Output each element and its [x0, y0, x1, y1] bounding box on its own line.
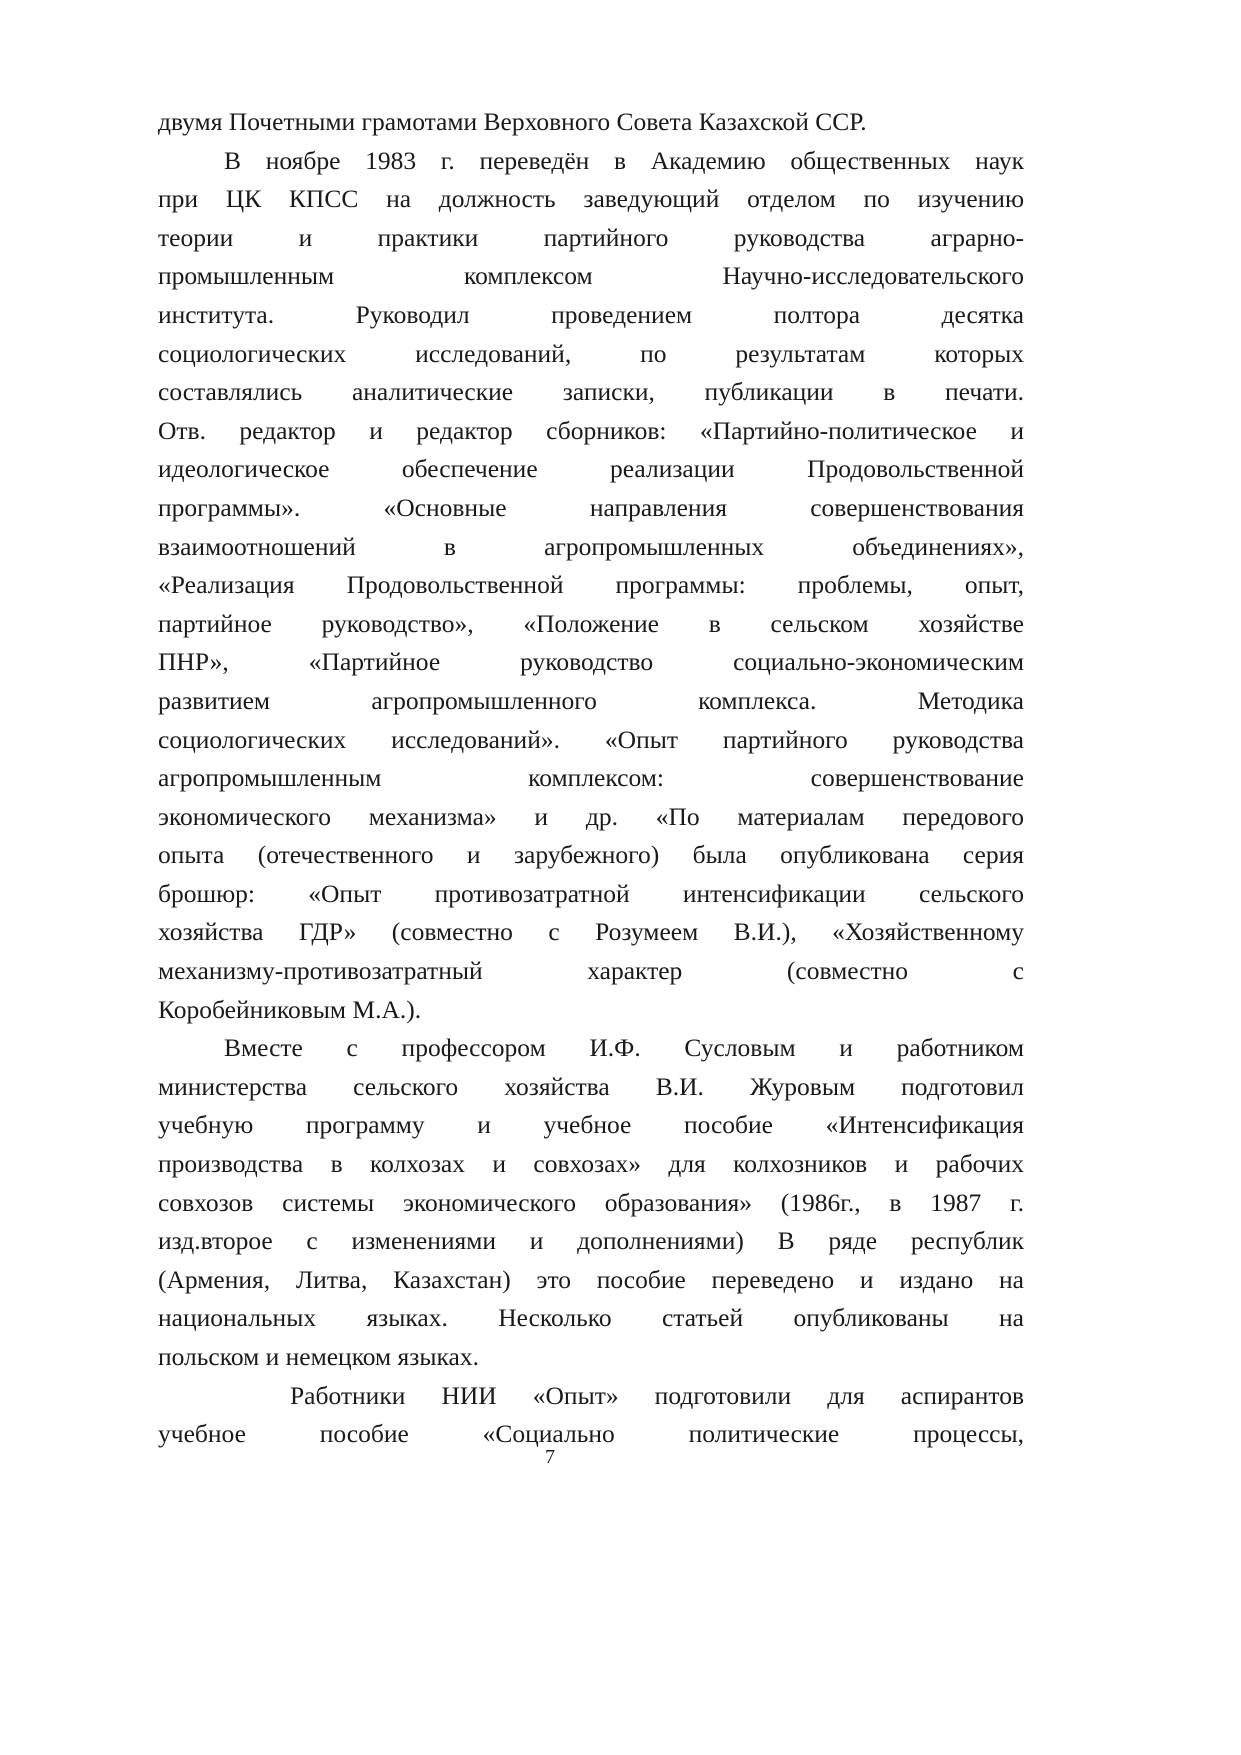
- text-line: экономического механизма» и др. «По материалам передового: [158, 801, 1024, 831]
- text-line: хозяйства ГДР» (совместно с Розумеем В.И.), «Хозяйственному: [158, 917, 1024, 947]
- text-line: учебное пособие «Социально политические процессы,: [158, 1419, 1024, 1449]
- text-line: Коробейниковым М.А.).: [158, 994, 422, 1024]
- paragraph: [158, 1377, 1024, 1454]
- text-line: социологических исследований, по результатам которых: [158, 338, 1024, 368]
- page-number: 7: [545, 1446, 555, 1468]
- text-line: Отв. редактор и редактор сборников: «Партийно-политическое и: [158, 415, 1024, 445]
- text-line: составлялись аналитические записки, публикации в печати.: [158, 377, 1024, 407]
- text-line: В ноябре 1983 г. переведён в Академию общественных наук: [224, 145, 1024, 175]
- text-line: теории и практики партийного руководства аграрно-: [158, 222, 1024, 252]
- text-line: польском и немецком языках.: [158, 1342, 479, 1371]
- text-line: механизму-противозатратный характер (совместно с: [158, 956, 1024, 986]
- text-line: идеологическое обеспечение реализации Продовольственной: [158, 454, 1024, 484]
- text-line: двумя Почетными грамотами Верховного Совета Казахской ССР.: [158, 107, 867, 136]
- text-line: Вместе с профессором И.Ф. Сусловым и работником: [224, 1033, 1024, 1063]
- text-line: учебную программу и учебное пособие «Интенсификация: [158, 1110, 1024, 1140]
- text-line: взаимоотношений в агропромышленных объединениях»,: [158, 531, 1024, 561]
- text-line: (Армения, Литва, Казахстан) это пособие переведено и издано на: [158, 1264, 1024, 1294]
- text-line: брошюр: «Опыт противозатратной интенсификации сельского: [158, 878, 1024, 908]
- paragraph: [158, 103, 1024, 142]
- text-line: министерства сельского хозяйства В.И. Журовым подготовил: [158, 1071, 1024, 1101]
- document-page: [158, 103, 1024, 1454]
- text-line: совхозов системы экономического образования» (1986г., в 1987 г.: [158, 1187, 1024, 1217]
- text-line: национальных языках. Несколько статьей опубликованы на: [158, 1303, 1024, 1333]
- text-line: развитием агропромышленного комплекса. Методика: [158, 685, 1024, 715]
- text-line: агропромышленным комплексом: совершенствование: [158, 763, 1024, 793]
- text-line: ПНР», «Партийное руководство социально-экономическим: [158, 647, 1024, 677]
- text-line: производства в колхозах и совхозах» для колхозников и рабочих: [158, 1149, 1024, 1179]
- text-line: партийное руководство», «Положение в сельском хозяйстве: [158, 608, 1024, 638]
- text-line: при ЦК КПСС на должность заведующий отделом по изучению: [158, 184, 1024, 214]
- text-line: опыта (отечественного и зарубежного) была опубликована серия: [158, 840, 1024, 870]
- paragraph: [158, 142, 1024, 1030]
- text-line: института. Руководил проведением полтора десятка: [158, 299, 1024, 329]
- text-line: Работники НИИ «Опыт» подготовили для аспирантов: [290, 1380, 1024, 1410]
- paragraph: [158, 1029, 1024, 1376]
- text-line: промышленным комплексом Научно-исследовательского: [158, 261, 1024, 291]
- text-line: социологических исследований». «Опыт партийного руководства: [158, 724, 1024, 754]
- text-line: программы». «Основные направления совершенствования: [158, 492, 1024, 522]
- text-line: изд.второе с изменениями и дополнениями) В ряде республик: [158, 1226, 1024, 1256]
- text-line: «Реализация Продовольственной программы: проблемы, опыт,: [158, 570, 1024, 600]
